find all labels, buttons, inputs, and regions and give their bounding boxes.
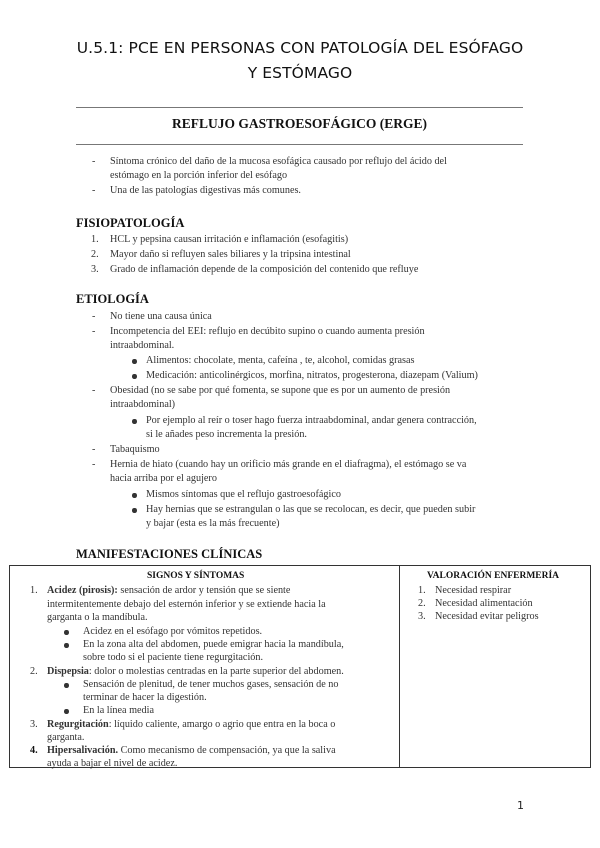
signos-line: ayuda a bajar el nivel de acidez. <box>47 758 178 769</box>
etiologia-line: No tiene una causa única <box>110 311 212 322</box>
list-number: 3. <box>418 611 426 622</box>
valoracion-item: Necesidad alimentación <box>435 598 533 609</box>
valoracion-item: Necesidad evitar peligros <box>435 611 539 622</box>
signos-text: : líquido caliente, amargo o agrio que entra en la boca o <box>108 719 336 730</box>
etiologia-line: Mismos síntomas que el reflujo gastroesofágico <box>146 489 341 500</box>
page-title-line2: Y ESTÓMAGO <box>247 64 353 82</box>
bullet-dot <box>132 374 137 379</box>
etiologia-line: si le añades peso incrementa la presión. <box>146 429 307 440</box>
table-header-valoracion: VALORACIÓN ENFERMERÍA <box>427 571 560 581</box>
list-number: 3. <box>30 719 38 730</box>
signos-line: Sensación de plenitud, de tener muchos gases, sensación de no <box>83 679 339 690</box>
bullet-dot <box>132 493 137 498</box>
top-divider <box>76 107 523 108</box>
list-number: 1. <box>91 234 99 245</box>
bullet-dot <box>64 709 69 714</box>
subtitle-divider <box>76 144 523 145</box>
table-header-signos: SIGNOS Y SÍNTOMAS <box>147 571 245 581</box>
dash-marker: - <box>92 444 96 455</box>
heading-manifestaciones: MANIFESTACIONES CLÍNICAS <box>76 547 263 561</box>
etiologia-line: y bajar (esta es la más frecuente) <box>146 518 280 529</box>
signos-text: : dolor o molestias centradas en la parte superior del abdomen. <box>88 666 344 677</box>
signos-text: sensación de ardor y tensión que se siente <box>120 585 291 596</box>
signos-line: Acidez en el esófago por vómitos repetidos. <box>83 626 263 637</box>
bullet-dot <box>132 419 137 424</box>
intro-line: estómago en la porción inferior del esófago <box>110 170 288 181</box>
heading-fisiopatologia: FISIOPATOLOGÍA <box>76 216 185 230</box>
etiologia-line: Hay hernias que se estrangulan o las que se recolocan, es decir, que pueden subir <box>146 504 476 515</box>
signos-line: intermitentemente debajo del esternón inferior y se extiende hacia la <box>47 599 326 610</box>
dash-marker: - <box>92 185 96 196</box>
etiologia-line: Hernia de hiato (cuando hay un orificio más grande en el diafragma), el estómago se va <box>110 459 467 470</box>
etiologia-line: intraabdominal) <box>110 399 176 410</box>
dash-marker: - <box>92 311 96 322</box>
list-number: 2. <box>418 598 426 609</box>
term-regurgitacion: Regurgitación <box>47 719 109 730</box>
list-item: Grado de inflamación depende de la composición del contenido que refluye <box>110 264 419 275</box>
term-hipersalivacion: Hipersalivación. <box>47 745 119 756</box>
etiologia-line: Alimentos: chocolate, menta, cafeína , te, alcohol, comidas grasas <box>146 355 415 366</box>
bullet-dot <box>64 630 69 635</box>
etiologia-line: intraabdominal. <box>110 340 175 351</box>
bullet-dot <box>64 683 69 688</box>
bullet-dot <box>64 643 69 648</box>
etiologia-line: Medicación: anticolinérgicos, morfina, nitratos, progesterona, diazepam (Valium) <box>146 370 478 381</box>
list-number: 1. <box>30 585 38 596</box>
bullet-dot <box>132 359 137 364</box>
dash-marker: - <box>92 459 96 470</box>
etiologia-line: hacia arriba por el agujero <box>110 473 217 484</box>
term-dispepsia: Dispepsia <box>47 666 89 677</box>
etiologia-line: Obesidad (no se sabe por qué fomenta, se supone que es por un aumento de presión <box>110 385 451 396</box>
etiologia-line: Tabaquismo <box>110 444 160 455</box>
signos-text: Como mecanismo de compensación, ya que la saliva <box>118 745 336 756</box>
list-number: 1. <box>418 585 426 596</box>
list-item: HCL y pepsina causan irritación e inflamación (esofagitis) <box>110 234 349 245</box>
signos-line: En la zona alta del abdomen, puede emigrar hacia la mandíbula, <box>83 639 344 650</box>
signos-line: garganta. <box>47 732 85 743</box>
list-item: Mayor daño si refluyen sales biliares y la tripsina intestinal <box>110 249 351 260</box>
signos-line <box>47 584 290 598</box>
valoracion-item: Necesidad respirar <box>435 585 512 596</box>
dash-marker: - <box>92 385 96 396</box>
dash-marker: - <box>92 156 96 167</box>
signos-line: sobre todo si el paciente tiene regurgitación. <box>83 652 264 663</box>
signos-line <box>47 665 344 679</box>
heading-etiologia: ETIOLOGÍA <box>76 292 149 306</box>
intro-line: Una de las patologías digestivas más comunes. <box>110 185 301 196</box>
signos-line <box>47 744 336 758</box>
signos-line: garganta o la mandíbula. <box>47 612 148 623</box>
intro-line: Síntoma crónico del daño de la mucosa esofágica causado por reflujo del ácido del <box>110 156 447 167</box>
list-number: 4. <box>30 745 38 756</box>
list-number: 3. <box>91 264 99 275</box>
section-subtitle: REFLUJO GASTROESOFÁGICO (ERGE) <box>171 116 428 131</box>
page-title <box>40 36 560 86</box>
signos-line <box>47 718 335 732</box>
page-number: 1 <box>517 799 524 812</box>
etiologia-line: Incompetencia del EEI: reflujo en decúbito supino o cuando aumenta presión <box>110 326 425 337</box>
list-number: 2. <box>91 249 99 260</box>
bullet-dot <box>132 508 137 513</box>
list-number: 2. <box>30 666 38 677</box>
signos-line: terminar de hacer la digestión. <box>83 692 207 703</box>
etiologia-line: Por ejemplo al reír o toser hago fuerza intraabdominal, andar genera contracción, <box>146 415 477 426</box>
term-acidez: Acidez (pirosis): <box>47 585 118 596</box>
dash-marker: - <box>92 326 96 337</box>
page-title-line1: U.5.1: PCE EN PERSONAS CON PATOLOGÍA DEL ESÓFAGO <box>76 39 524 57</box>
signos-line: En la línea media <box>83 705 154 716</box>
